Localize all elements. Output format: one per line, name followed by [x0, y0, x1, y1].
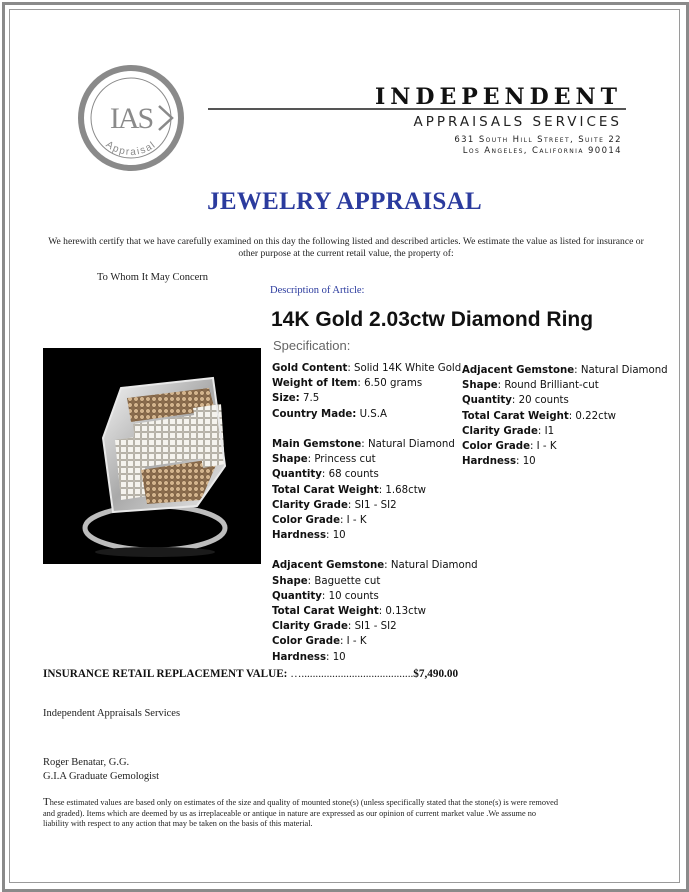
company-address-line1: 631 South Hill Street, Suite 22 [454, 135, 622, 145]
appraiser-title: G.I.A Graduate Gemologist [43, 771, 160, 782]
spec-gap [272, 422, 478, 437]
spec-value: I1 [544, 425, 555, 437]
certification-text: We herewith certify that we have carefully examined on this day the following listed and described articles. We estimate the value as listed for insurance or other purpose at the current retail value, the property of: [48, 236, 644, 259]
spec-value: 68 counts [328, 469, 379, 481]
spec-value: Round Brilliant-cut [504, 380, 599, 392]
spec-label: Adjacent Gemstone [462, 365, 575, 376]
specification-label: Specification: [273, 338, 351, 353]
insurance-value-line [43, 668, 458, 680]
spec-value: 1.68ctw [385, 484, 427, 496]
spec-separator: : [378, 606, 386, 617]
spec-row [272, 498, 478, 513]
spec-label: Color Grade [272, 514, 340, 526]
spec-value: U.S.A [356, 408, 387, 420]
spec-value: SI1 - SI2 [354, 621, 397, 633]
spec-value: 10 counts [328, 590, 379, 602]
insurance-value: $7,490.00 [413, 668, 459, 680]
spec-row [272, 650, 478, 665]
spec-separator: : [321, 469, 329, 481]
document-title: JEWELRY APPRAISAL [207, 188, 482, 215]
spec-row [272, 558, 478, 573]
spec-separator: : [307, 575, 315, 587]
header-divider [208, 108, 626, 110]
spec-value: Princess cut [314, 454, 376, 466]
spec-value: 7.5 [299, 393, 320, 405]
company-name: INDEPENDENT [375, 84, 622, 110]
spec-label: Shape [272, 575, 308, 587]
spec-row [462, 363, 668, 378]
spec-label: Country Made: [272, 408, 357, 420]
spec-value: 0.13ctw [385, 606, 427, 617]
spec-label: Hardness [462, 456, 517, 468]
spec-row [272, 361, 478, 376]
spec-label: Total Carat Weight [272, 484, 379, 496]
appraiser-name: Roger Benatar, G.G. [43, 757, 130, 768]
spec-label: Shape [272, 454, 308, 466]
spec-label: Clarity Grade [462, 425, 538, 437]
spec-label: Quantity [272, 590, 322, 602]
spec-row [272, 619, 478, 634]
spec-label: Weight of Item [272, 378, 358, 390]
spec-row [272, 452, 478, 467]
spec-separator: : [574, 365, 581, 376]
spec-label: Quantity [462, 395, 512, 407]
spec-value: Natural Diamond [390, 560, 478, 572]
insurance-label: INSURANCE RETAIL REPLACEMENT VALUE: [43, 668, 288, 680]
spec-separator: : [568, 410, 576, 422]
spec-separator: : [357, 378, 365, 390]
company-subtitle: APPRAISALS SERVICES [413, 114, 622, 130]
disclaimer-initial: T [43, 796, 50, 808]
spec-value: Baguette cut [314, 575, 381, 587]
spec-value: I - K [536, 440, 557, 452]
spec-separator: : [340, 514, 347, 526]
spec-separator: : [497, 380, 505, 392]
ring-photo [43, 348, 261, 564]
spec-value: 10 [332, 530, 346, 542]
property-owner: To Whom It May Concern [97, 272, 209, 283]
spec-separator: : [361, 438, 368, 450]
insurance-dots: …........................................ [287, 668, 414, 680]
spec-row [272, 483, 478, 498]
item-title: 14K Gold 2.03ctw Diamond Ring [271, 308, 594, 331]
spec-row [272, 376, 478, 391]
spec-value: I - K [346, 514, 367, 526]
spec-row [272, 407, 478, 422]
spec-label: Adjacent Gemstone [272, 560, 385, 572]
spec-separator: : [347, 499, 355, 511]
spec-separator: : [347, 621, 355, 633]
spec-value: 10 [522, 456, 536, 468]
disclaimer-text: hese estimated values are based only on estimates of the size and quality of mounted stone(s) (unless specifically stated that the stone(s) is were removed and graded). Items which are deemed by us as irreplaceable or antique in nature are expressed as our opinion of current market value .We assume no liability with respect to any action that may be taken on the basis of this material. [43, 798, 558, 829]
spec-separator: : [516, 456, 523, 468]
spec-label: Total Carat Weight [462, 410, 569, 422]
spec-separator: : [511, 395, 519, 407]
spec-label: Clarity Grade [272, 499, 348, 511]
spec-value: 10 [332, 651, 346, 663]
spec-value: SI1 - SI2 [354, 499, 397, 511]
spec-value: 0.22ctw [575, 410, 617, 422]
specs-right-column [462, 363, 668, 469]
spec-separator: : [537, 425, 545, 437]
spec-label: Gold Content [272, 363, 348, 374]
spec-label: Total Carat Weight [272, 606, 379, 617]
spec-row [272, 574, 478, 589]
spec-separator: : [378, 484, 386, 496]
spec-separator: : [307, 454, 315, 466]
spec-separator: : [326, 651, 333, 663]
spec-row [462, 378, 668, 393]
spec-label: Shape [462, 380, 498, 392]
spec-label: Hardness [272, 530, 327, 542]
spec-value: 6.50 grams [364, 378, 423, 390]
description-label: Description of Article: [270, 285, 365, 296]
spec-value: 20 counts [518, 395, 569, 407]
spec-row [272, 437, 478, 452]
spec-separator: : [530, 440, 537, 452]
spec-value: I - K [346, 636, 367, 648]
spec-value: Solid 14K White Gold [354, 363, 462, 374]
spec-row [272, 467, 478, 482]
spec-row [272, 513, 478, 528]
spec-label: Color Grade [272, 636, 340, 648]
disclaimer [43, 797, 563, 830]
spec-row [272, 528, 478, 543]
spec-label: Clarity Grade [272, 621, 348, 633]
spec-row [272, 589, 478, 604]
spec-separator: : [340, 636, 347, 648]
spec-row [272, 604, 478, 619]
spec-row [462, 409, 668, 424]
spec-row [462, 393, 668, 408]
spec-label: Hardness [272, 651, 327, 663]
spec-label: Main Gemstone [272, 438, 362, 450]
logo-initials: IAS [109, 102, 153, 135]
svg-text:Appraisal [104, 139, 159, 158]
spec-separator: : [347, 363, 354, 374]
logo-ring-text: Appraisal [103, 139, 159, 159]
spec-row [272, 634, 478, 649]
spec-row [462, 424, 668, 439]
specs-left-column [272, 361, 478, 665]
spec-value: Natural Diamond [367, 438, 455, 450]
spec-separator: : [384, 560, 391, 572]
spec-label: Quantity [272, 469, 322, 481]
spec-value: Natural Diamond [580, 365, 668, 376]
spec-row [462, 454, 668, 469]
spec-row [272, 391, 478, 406]
spec-separator: : [321, 590, 329, 602]
spec-gap [272, 543, 478, 558]
spec-label: Size: [272, 393, 300, 405]
spec-label: Color Grade [462, 440, 530, 452]
company-address-line2: Los Angeles, California 90014 [462, 146, 622, 156]
signoff-company: Independent Appraisals Services [43, 708, 181, 719]
spec-separator: : [326, 530, 333, 542]
spec-row [462, 439, 668, 454]
ias-logo [77, 64, 185, 172]
